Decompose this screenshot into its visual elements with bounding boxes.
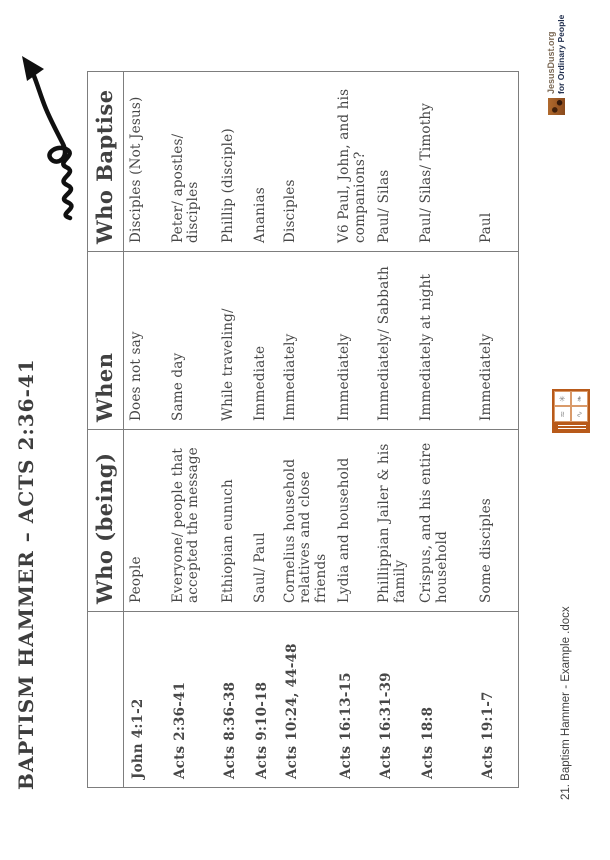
table-row — [124, 72, 166, 788]
stamp-caption-band — [554, 422, 588, 431]
stamp-doodle-icon: ≈ — [554, 407, 571, 423]
cell-reference: John 4:1-2 — [130, 698, 146, 779]
filename-footer: 21. Baptism Hammer - Example .docx — [560, 606, 572, 800]
table-row — [332, 72, 372, 788]
cell-who: Lydia and household — [332, 430, 372, 612]
cell-when: Immediately at night — [414, 252, 474, 430]
cell-baptiser: Paul/ Silas — [372, 72, 414, 252]
table-row — [474, 72, 518, 788]
cell-when: Immediate — [248, 252, 278, 430]
cell-baptiser: Disciples (Not Jesus) — [124, 72, 166, 252]
cell-reference: Acts 10:24, 44-48 — [283, 643, 300, 779]
logo-line1: JesusDust.org — [546, 31, 556, 94]
cell-baptiser: Phillip (disciple) — [216, 72, 248, 252]
stamp-doodle-grid — [554, 391, 588, 422]
column-header-who-baptise: Who Baptise — [88, 72, 124, 252]
cell-reference: Acts 18:8 — [420, 706, 437, 779]
stamp-doodle-icon: ∿ — [571, 407, 588, 423]
table-row — [166, 72, 216, 788]
cell-baptiser: Disciples — [278, 72, 333, 252]
cell-when: Immediately/ Sabbath — [372, 252, 414, 430]
column-header-reference — [88, 612, 124, 788]
jesusdust-logo — [547, 15, 566, 115]
cell-baptiser: Ananias — [248, 72, 278, 252]
cell-baptiser: V6 Paul, John, and his companions? — [332, 72, 372, 252]
table-row — [372, 72, 414, 788]
hand-drawn-arrow-icon — [18, 42, 90, 224]
stamp-doodle-icon: ✳ — [554, 391, 571, 407]
cell-reference: Acts 16:31-39 — [378, 672, 395, 779]
cell-baptiser: Peter/ apostles/ disciples — [166, 72, 216, 252]
column-header-who-being: Who (being) — [88, 430, 124, 612]
cell-when: Immediately — [278, 252, 333, 430]
cell-baptiser: Paul — [474, 72, 518, 252]
table-row — [414, 72, 474, 788]
cell-reference: Acts 2:36-41 — [171, 681, 188, 779]
table-header-row — [88, 72, 124, 788]
cell-who: Some disciples — [474, 430, 518, 612]
table-row — [278, 72, 333, 788]
cell-when: Immediately — [332, 252, 372, 430]
cell-who: People — [124, 430, 166, 612]
cell-when: While traveling/ — [216, 252, 248, 430]
cell-when: Does not say — [124, 252, 166, 430]
cell-who: Phillippian Jailer & his family — [372, 430, 414, 612]
cell-reference: Acts 16:13-15 — [338, 672, 355, 779]
cell-who: Cornelius household relatives and close friends — [278, 430, 333, 612]
logo-line2: for Ordinary People — [555, 14, 566, 94]
stamp-doodle-icon: ❧ — [571, 391, 588, 407]
cell-when: Immediately — [474, 252, 518, 430]
table-row — [216, 72, 248, 788]
table-row — [248, 72, 278, 788]
baptism-table — [87, 71, 519, 788]
cell-when: Same day — [166, 252, 216, 430]
stamp-logo — [552, 389, 590, 433]
cell-reference: Acts 9:10-18 — [253, 681, 270, 779]
cell-baptiser: Paul/ Silas/ Timothy — [414, 72, 474, 252]
jesusdust-logo-icon — [548, 98, 565, 115]
cell-reference: Acts 19:1-7 — [480, 691, 497, 779]
cell-who: Ethiopian eunuch — [216, 430, 248, 612]
cell-who: Saul/ Paul — [248, 430, 278, 612]
column-header-when: When — [88, 252, 124, 430]
cell-reference: Acts 8:36-38 — [221, 681, 238, 779]
cell-who: Crispus, and his entire household — [414, 430, 474, 612]
document-title: BAPTISM HAMMER – ACTS 2:36-41 — [14, 358, 38, 790]
cell-who: Everyone/ people that accepted the message — [166, 430, 216, 612]
jesusdust-logo-text — [547, 15, 566, 94]
